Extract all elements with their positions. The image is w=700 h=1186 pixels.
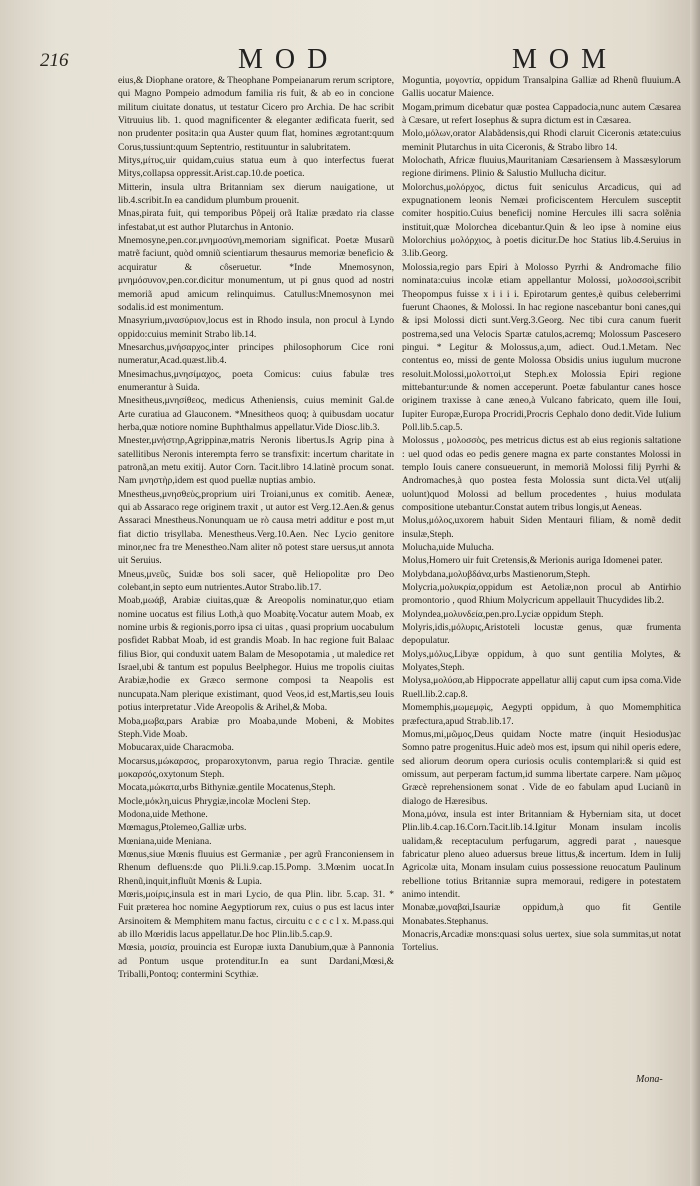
dictionary-entry: Mocata,μώκατα,urbs Bithyniæ.gentile Mocatenus,Steph. (118, 782, 336, 794)
dictionary-entry: Momus,mi,μῶμος,Deus quidam Nocte matre (inquit Hesiodus)ac Somno patre progenitus.Huic adeò mos est, ipsum qui nihil operis edere, sed aliorum deorum opera curiosis oculis contemplari:& si quid est omissum, aut perperam factum,id summa libertate carpere. Nam μῶμος Græcè reprehensionem sonat . Vide de eo fabulam apud Lucianũ in dialogo de Hæresibus. (402, 728, 681, 807)
dictionary-entry: Mnasyrium,μνασύριον,locus est in Rhodo insula, non procul à Lyndo oppido:cuius meminit Strabo lib.14. (118, 315, 394, 340)
dictionary-entry: Molus,Homero uir fuit Cretensis,& Merionis auriga Idomenei pater. (402, 555, 663, 567)
running-head-right: MOM (512, 44, 619, 75)
right-column (402, 74, 681, 955)
dictionary-entry: Molybdana,μολυβδάνα,urbs Mastienorum,Steph. (402, 568, 591, 580)
dictionary-entry: Mitterin, insula ultra Britanniam sex dierum nauigatione, ut lib.4.scribit.In ea candidum plumbum prouenit. (118, 181, 394, 207)
dictionary-entry: Mœniana,uide Meniana. (118, 835, 212, 847)
dictionary-entry: Molysa,μολύσα,ab Hippocrate appellatur allij caput cum ipsa coma.Vide Ruell.lib.2.cap.8. (402, 675, 681, 700)
dictionary-entry: Molyndea,μολυνδεία,pen.pro.Lyciæ oppidum Steph. (402, 608, 604, 620)
dictionary-entry: Monacris,Arcadiæ mons:quasi solus uertex, siue sola summitas,ut notat Tortelius. (402, 929, 681, 954)
dictionary-entry: Mœmagus,Ptolemeo,Galliæ urbs. (118, 822, 247, 834)
dictionary-entry: Mocle,μόκλη,uicus Phrygiæ,incolæ Mocleni Step. (118, 795, 311, 807)
dictionary-entry: Molyris,idis,μόλυρις,Aristoteli locustæ genus, quæ frumenta depopulatur. (402, 622, 681, 647)
dictionary-entry: Mnas,pirata fuit, qui temporibus Pôpeij orã Italiæ prædato ria classe infestabat,ut est author Plutarchus in Antonio. (118, 208, 394, 233)
dictionary-entry: Mnesarchus,μνήσαρχος,inter principes philosophorum Cice roni numeratur,Acad.quæst.lib.4. (118, 341, 394, 367)
dictionary-entry: Mœris,μοίρις,insula est in mari Lycio, de qua Plin. libr. 5.cap. 31. * Fuit præterea hoc nomine Aegyptiorum rex, cuius o pus est lacus inter Arsinoitem & Memphitem manu factus, circuitu c c c c l x. M.pass.qui ab illo Mœridis lacus appellatur.De hoc Plin.lib.5.cap.9. (118, 888, 394, 940)
dictionary-entry: Molucha,uide Mulucha. (402, 542, 494, 554)
page-number: 216 (40, 50, 69, 71)
dictionary-entry: Mnesimachus,μνησίμαχος, poeta Comicus: cuius fabulæ tres enumerantur à Suida. (118, 368, 394, 393)
dictionary-entry: Monabæ,μοναβαὶ,Isauriæ oppidum,à quo fit Gentile Monabates.Stephanus. (402, 902, 681, 927)
catchword: Mona- (636, 1074, 663, 1085)
dictionary-entry: Modona,uide Methone. (118, 808, 208, 820)
dictionary-entry: Mneus,μνεῦς, Suidæ bos soli sacer, quẽ Heliopolitæ pro Deo colebant,in septo eum nutrientes.Autor Strabo.lib.17. (118, 568, 394, 594)
dictionary-entry: Molossus , μολοσσὸς, pes metricus dictus est ab eius regionis saltatione : uel quod odas eo pedis genere magna ex parte constantes Molossi in templo Iouis canere consueuerunt, in memoriã Molossi filij Pyrrhi & Andromaches,à quo postea festa Molossia sunt dicta.Vel ut(alij uolunt)quod Molossi ad bellum procedentes , huius modulata compositione utebantur.Constat autem tribus longis,ut Aeneas. (402, 435, 681, 513)
dictionary-entry: Mocarsus,μώκαρσος, proparoxytonvm, parua regio Thraciæ. gentile μοκαρσός,oxytonum Steph. (118, 755, 394, 780)
dictionary-entry: Molochath, Africæ fluuius,Mauritaniam Cæsariensem à Massæsylorum regione dirimens. Plinio & Salustio Mullucha dicitur. (402, 155, 681, 180)
dictionary-entry: Mitys,μίτυς,uir quidam,cuius statua eum à quo interfectus fuerat Mitys,collapsa oppressit.Arist.cap.10.de poetica. (118, 155, 394, 180)
dictionary-entry: Mnester,μνήστηρ,Agrippinæ,matris Neronis libertus.Is Agrip pina à satellitibus Neronis interempta ferro se transfixit: incertum charitate in patronã,an metu exitij. Autor Corn. Tacit.libro 14.latinè procum sonat. Nam μνηστὴρ,idem est quod puellæ nuptias ambio. (118, 435, 394, 487)
dictionary-entry: Mœnus,siue Mœnis fluuius est Germaniæ , per agrũ Franconiensem in Rhenum defluens:de quo Pli.li.9.cap.15.Pomp. 3.Mœnim uocat.In Rhenũ,inquit,influũt Mœnis & Lupia. (118, 848, 394, 887)
dictionary-entry: Mnestheus,μνησθεὺς,proprium uiri Troiani,unus ex comitib. Aeneæ, qui ab Assaraco rege originem traxit , ut autor est Verg.12.Aen.& genus Assaraci Mnestheus.Nonunquam ue rò causa metri additur e post m,ut fiat dictio trisyllaba. Menestheus.Verg.10.Aen. Nec Lycio genitore minor,nec fra tre Menestheo.Nam aliter nõ potest stare uersus,ut annota uit Seruius. (118, 488, 394, 567)
dictionary-entry: Molys,μόλυς,Libyæ oppidum, à quo sunt gentilia Molytes, & Molyates,Steph. (402, 648, 681, 674)
dictionary-entry: Molorchus,μολόρχος, dictus fuit seniculus Arcadicus, qui ad expugnationem leonis Nemæi proficiscentem Herculem susceptit comiter hospitio.Cuius beneficij nomine Hercules illi sacra solẽnia instituit,quæ Molorchea dicebantur.Quin & leo ipse à nomine eius Molorchius μολόρχιος, à poetis dicitur.De hoc Statius lib.4.Seruius in 3.lib.Georg. (402, 181, 681, 260)
dictionary-entry: Mobucarax,uide Characmoba. (118, 742, 234, 754)
dictionary-entry: Molossia,regio pars Epiri à Molosso Pyrrhi & Andromache filio nominata:cuius incolæ etiam appellantur Molossi, μολοσσοὶ,scribit Theopompus fuisse x i i i i. Epirotarum gentes,è quibus celeberrimi fuerunt Chaones, & Molossi. In hac regione nascebantur boni canes,qui & ipsi Molossi dicti sunt.Verg.3.Georg. Nec tibi cura canum fuerit postrema,sed una Velocis Spartæ catulos,acremq; Molossum Pascesero pingui. * Legitur & Molossus,a,um, adiect. Oud.1.Metam. Nec contentus eo, missi de gente Molossa Obsidis unius iugulum mucrone resoluit.Molossi,μολοττοὶ,ut Steph.ex Molossia Epiri regione mittebantur:unde & nomen acceperunt. Poetæ fabulantur canes hosce originem traxisse à cane æneo,à Vulcano fabricato, quem ille Ioui, Iupiter Europæ,Europa Procridi,Procris Cephalo dono dedit.Vide Iulium Poll.lib.5.cap.5. (402, 261, 681, 433)
left-column (118, 74, 394, 981)
dictionary-entry: Momemphis,μωμεμφὶς, Aegypti oppidum, à quo Momemphitica præfectura,apud Strab.lib.17. (402, 702, 681, 727)
dictionary-entry: Mnesitheus,μνησίθεος, medicus Atheniensis, cuius meminit Gal.de Arte curatiua ad Glauconem. *Mnesitheos quoq; à quibusdam uocatur herba,quæ notiore nomine Buphthalmus appellatur.Vide Diosc.lib.3. (118, 395, 394, 433)
dictionary-entry: Mogam,primum dicebatur quæ postea Cappadocia,nunc autem Cæsarea à Cæsare, ut refert Iosephus & supra dictum est in Cæsarea. (402, 101, 681, 127)
running-head-left: MOD (238, 44, 340, 75)
dictionary-entry: Moab,μωάβ, Arabiæ ciuitas,quæ & Areopolis nominatur,quo etiam nomine uocatus est filius Loth,à quo Moabitę.Vocatur autem Moab, ex nomine urbis & regionis,porro ipsa ci uitas , quasi proprium uocabulum posfidet Rabbat Moab, id est grandis Moab. In hac regione fuit Balaac filius Bior, qui conduxit uatem Balam de Mesopotamia , ut maledice ret Israel,ubi & tantum est populus Beelphegor. Huius me tropolis ciuitas Arabiæ,hodie ex Græco sermone composi ta Neapolis est nuncupata.Nam plerique existimant, quod Veos,id est,Martis,seu Iouis potius interpretatur .Vide Areopolis & Arihel,& Moba. (118, 595, 394, 714)
dictionary-entry: Molus,μόλος,uxorem habuit Siden Mentauri filiam, & nomẽ dedit insulæ,Steph. (402, 515, 681, 540)
dictionary-entry: Molo,μόλων,orator Alabãdensis,qui Rhodi claruit Ciceronis ætate:cuius meminit Plutarchus in uita Ciceronis, & Strabo libro 14. (402, 128, 681, 153)
dictionary-entry: Moguntia, μογοντία, oppidum Transalpina Galliæ ad Rhenũ fluuium.A Gallis uocatur Maience. (402, 75, 681, 100)
dictionary-entry: Mona,μόνα, insula est inter Britanniam & Hyberniam sita, ut docet Plin.lib.4.cap.16.Corn.Tacit.lib.14.Igitur Monam insulam incolis ualidam,& receptaculum perfugarum, aggredi parat , nauesque fabricatur pleno alueo aduersus breue littus,& incertum. Idem in Iulij Agricolæ uita, Monam insulam cuius possessione reuocatum Paulinum rebellione totius Britanniæ supra memoraui, redigere in potestatem animo intendit. (402, 808, 681, 900)
dictionary-entry: Molycria,μολυκρία,oppidum est Aetoliæ,non procul ab Antirhio promontorio , quod Rhium Molycricum appellauit Thucydides lib.2. (402, 582, 681, 607)
page-edge (690, 0, 700, 1186)
dictionary-entry: Moba,μωβα,pars Arabiæ pro Moaba,unde Mobeni, & Mobites Steph.Vide Moab. (118, 715, 394, 740)
dictionary-entry: eius,& Diophane oratore, & Theophane Pompeianarum rerum scriptore, qui Magno Pompeio admodum familia ris fuit, & ab eo in concione militum ciuitate donatus, ut testatur Cicero pro Archia. De hac scribit Vitruuius lib. 1. quod magnificenter & eleganter ædificata fuerit, sed non prudenter posita:in qua Auster quum flat, homines ægrotant:quum Corus,tussiunt:quum Septentrio, restituuntur in salubritatem. (118, 75, 394, 153)
dictionary-entry: Mnemosyne,pen.cor.μνημοσύνη,memoriam significat. Poetæ Musarũ matrẽ faciunt, quòd omniũ scientiarum thesaurus memoriæ beneficio & acquiratur & côseruetur. *Inde Mnemosynon, μνημόσυνον,pen.cor.dicitur monumentum, ut pi gnus quod ad nostri memoriã apud amicum relinquimus. Catullus:Mnemosynon mei sodalis.id est monimentum. (118, 235, 394, 313)
dictionary-entry: Mœsia, μοισία, prouincia est Europæ iuxta Danubium,quæ à Pannonia ad Pontum usque protenditur.In ea sunt Dardani,Mœsi,& Triballi,Pontoq; contermini Scythiæ. (118, 942, 394, 981)
